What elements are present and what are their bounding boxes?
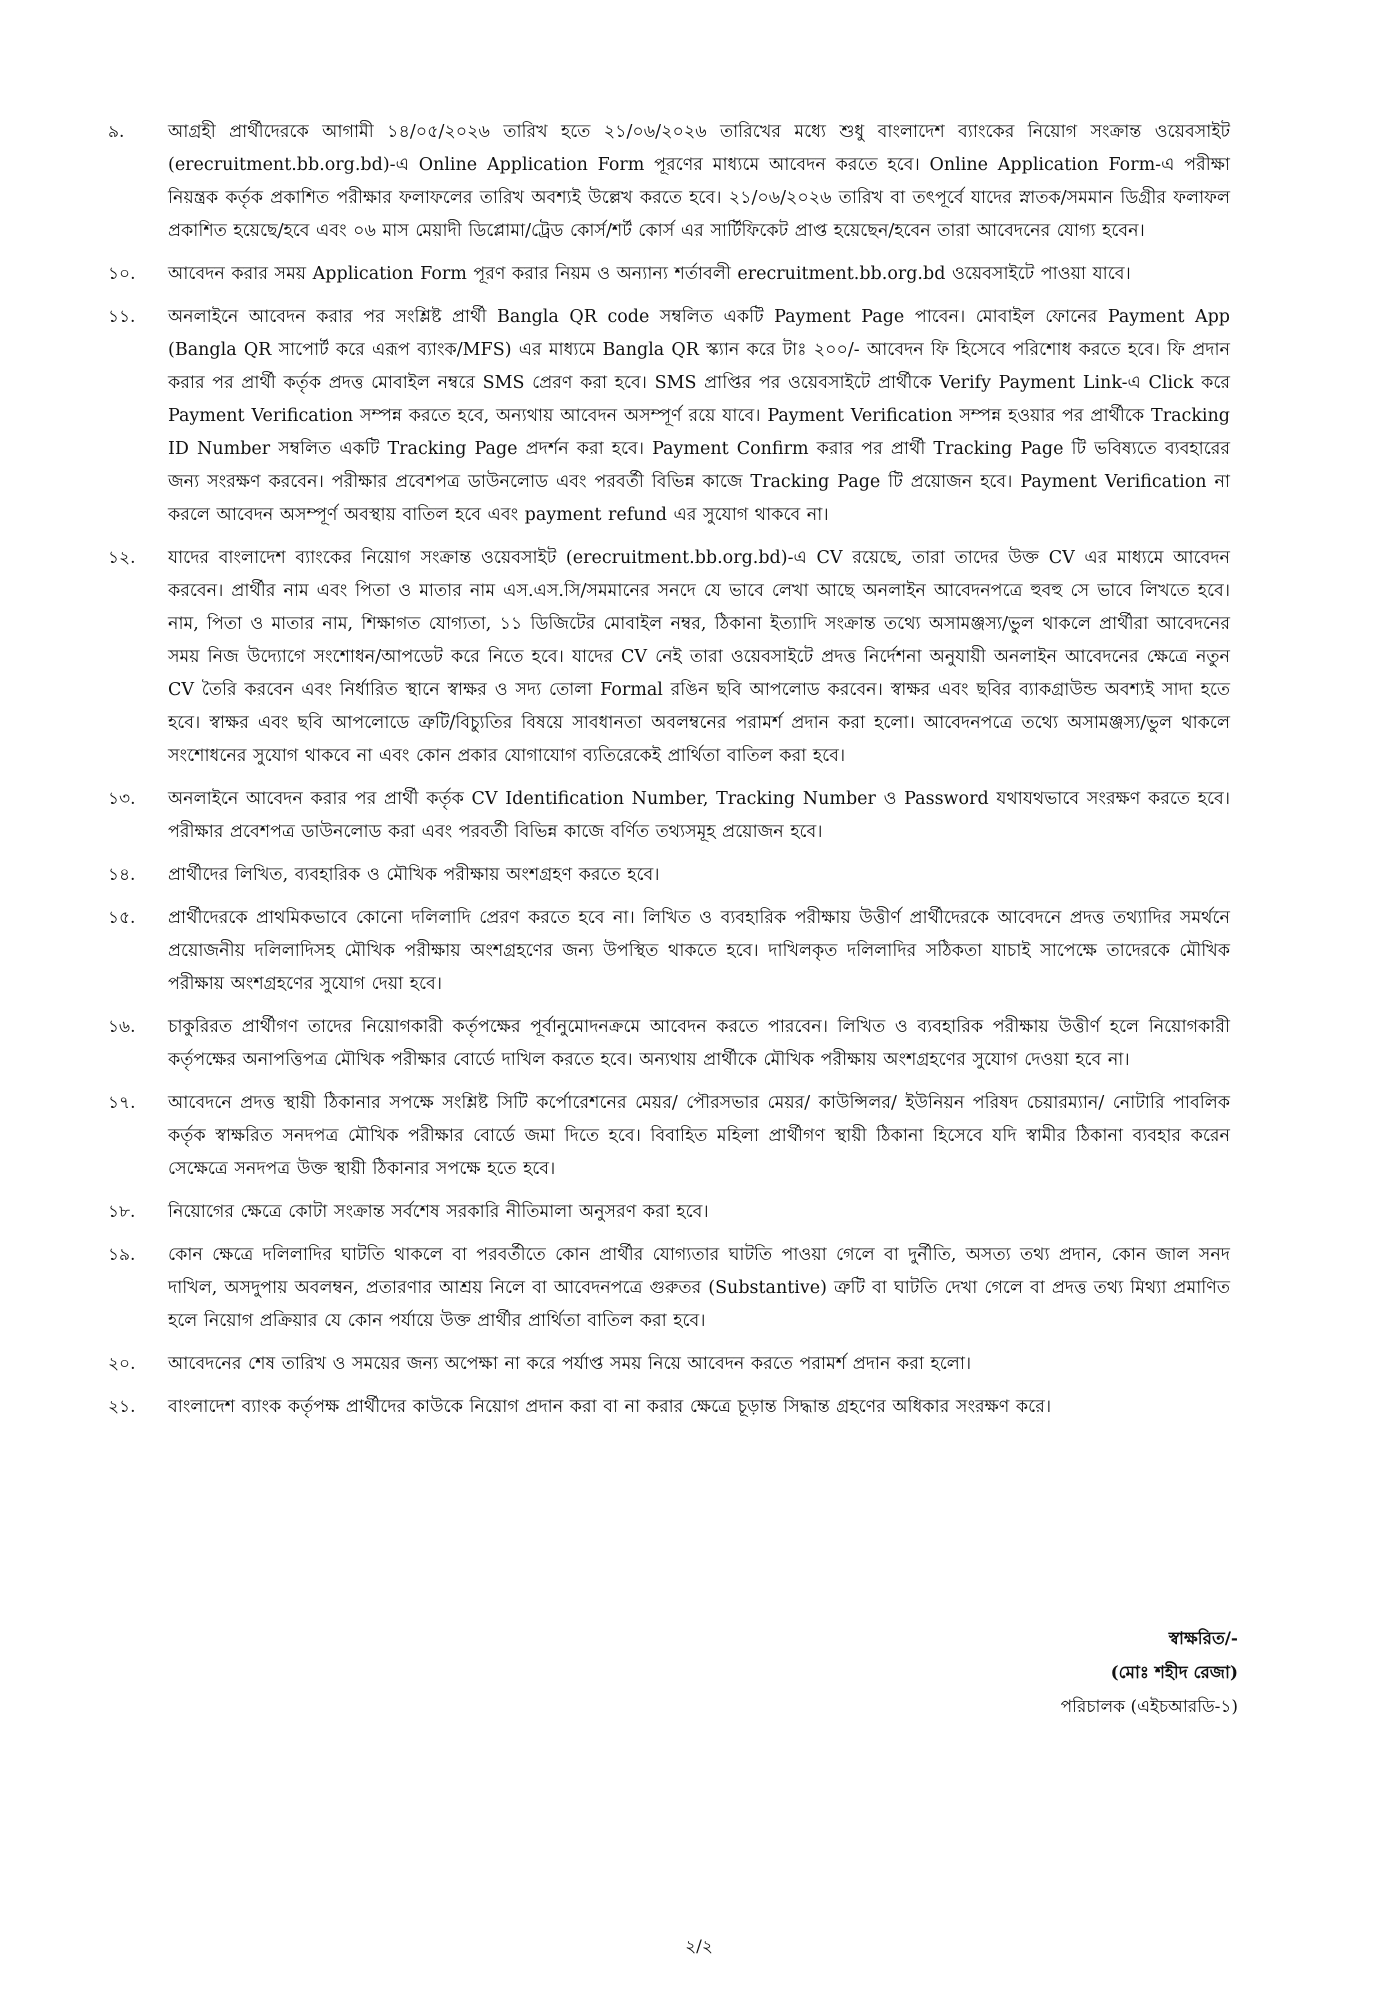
item-number: ১৭. xyxy=(108,1093,136,1113)
page-number: ২/২ xyxy=(685,1937,713,1957)
list-item xyxy=(108,859,1230,892)
item-number: ২১. xyxy=(108,1397,136,1417)
item-number: ১১. xyxy=(108,307,136,327)
item-text: অনলাইনে আবেদন করার পর সংশ্লিষ্ট প্রার্থী Bangla QR code সম্বলিত একটি Payment Page পাবেন। মোবাইল ফোনের Payment App (Bangla QR সাপোর্ট করে এরূপ ব্যাংক/MFS) এর মাধ্যমে Bangla QR স্ক্যান করে টাঃ ২০০/- আবেদন ফি হিসেবে পরিশোধ করতে হবে। ফি প্রদান করার পর প্রার্থী কর্তৃক প্রদত্ত মোবাইল নম্বরে SMS প্রেরণ করা হবে। SMS প্রাপ্তির পর ওয়েবসাইটে প্রার্থীকে Verify Payment Link-এ Click করে Payment Verification সম্পন্ন করতে হবে, অন্যথায় আবেদন অসম্পূর্ণ রয়ে যাবে। Payment Verification সম্পন্ন হওয়ার পর প্রার্থীকে Tracking ID Number সম্বলিত একটি Tracking Page প্রদর্শন করা হবে। Payment Confirm করার পর প্রার্থী Tracking Page টি ভবিষ্যতে ব্যবহারের জন্য সংরক্ষণ করবেন। পরীক্ষার প্রবেশপত্র ডাউনলোড এবং পরবর্তী বিভিন্ন কাজে Tracking Page টি প্রয়োজন হবে। Payment Verification না করলে আবেদন অসম্পূর্ণ অবস্থায় বাতিল হবে এবং payment refund এর সুযোগ থাকবে না। xyxy=(168,307,1230,525)
instruction-list xyxy=(108,116,1230,1434)
signatory-name: (মোঃ শহীদ রেজা) xyxy=(1110,1663,1238,1683)
item-text: বাংলাদেশ ব্যাংক কর্তৃপক্ষ প্রার্থীদের কাউকে নিয়োগ প্রদান করা বা না করার ক্ষেত্রে চূড়ান্ত সিদ্ধান্ত গ্রহণের অধিকার সংরক্ষণ করে। xyxy=(168,1397,1052,1417)
item-number: ১৫. xyxy=(108,908,136,928)
list-item xyxy=(108,301,1230,532)
list-item xyxy=(108,116,1230,248)
list-item xyxy=(108,1011,1230,1077)
item-number: ১২. xyxy=(108,548,136,568)
list-item xyxy=(108,1348,1230,1381)
list-item xyxy=(108,783,1230,849)
signed-label: স্বাক্ষরিত/- xyxy=(1168,1629,1238,1649)
signatory-designation: পরিচালক (এইচআরডি-১) xyxy=(1060,1697,1238,1717)
item-text: প্রার্থীদেরকে প্রাথমিকভাবে কোনো দলিলাদি প্রেরণ করতে হবে না। লিখিত ও ব্যবহারিক পরীক্ষায় উত্তীর্ণ প্রার্থীদেরকে আবেদনে প্রদত্ত তথ্যাদির সমর্থনে প্রয়োজনীয় দলিলাদিসহ মৌখিক পরীক্ষায় অংশগ্রহণের জন্য উপস্থিত থাকতে হবে। দাখিলকৃত দলিলাদির সঠিকতা যাচাই সাপেক্ষে তাদেরকে মৌখিক পরীক্ষায় অংশগ্রহণের সুযোগ দেয়া হবে। xyxy=(168,908,1230,994)
signature-block xyxy=(1061,1622,1238,1724)
list-item xyxy=(108,1196,1230,1229)
item-number: ১৬. xyxy=(108,1017,136,1037)
item-number: ১৮. xyxy=(108,1202,136,1222)
item-number: ১০. xyxy=(108,264,136,284)
item-text: প্রার্থীদের লিখিত, ব্যবহারিক ও মৌখিক পরীক্ষায় অংশগ্রহণ করতে হবে। xyxy=(168,865,660,885)
item-text: চাকুরিরত প্রার্থীগণ তাদের নিয়োগকারী কর্তৃপক্ষের পূর্বানুমোদনক্রমে আবেদন করতে পারবেন। লিখিত ও ব্যবহারিক পরীক্ষায় উত্তীর্ণ হলে নিয়োগকারী কর্তৃপক্ষের অনাপত্তিপত্র মৌখিক পরীক্ষার বোর্ডে দাখিল করতে হবে। অন্যথায় প্রার্থীকে মৌখিক পরীক্ষায় অংশগ্রহণের সুযোগ দেওয়া হবে না। xyxy=(168,1017,1230,1070)
item-text: আগ্রহী প্রার্থীদেরকে আগামী ১৪/০৫/২০২৬ তারিখ হতে ২১/০৬/২০২৬ তারিখের মধ্যে শুধু বাংলাদেশ ব্যাংকের নিয়োগ সংক্রান্ত ওয়েবসাইট (erecruitment.bb.org.bd)-এ Online Application Form পূরণের মাধ্যমে আবেদন করতে হবে। Online Application Form-এ পরীক্ষা নিয়ন্ত্রক কর্তৃক প্রকাশিত পরীক্ষার ফলাফলের তারিখ অবশ্যই উল্লেখ করতে হবে। ২১/০৬/২০২৬ তারিখ বা তৎপূর্বে যাদের স্নাতক/সমমান ডিগ্রীর ফলাফল প্রকাশিত হয়েছে/হবে এবং ০৬ মাস মেয়াদী ডিপ্লোমা/ট্রেড কোর্স/শর্ট কোর্স এর সার্টিফিকেট প্রাপ্ত হয়েছেন/হবেন তারা আবেদনের যোগ্য হবেন। xyxy=(168,122,1230,241)
list-item xyxy=(108,542,1230,773)
item-number: ২০. xyxy=(108,1354,136,1374)
item-text: নিয়োগের ক্ষেত্রে কোটা সংক্রান্ত সর্বশেষ সরকারি নীতিমালা অনুসরণ করা হবে। xyxy=(168,1202,709,1222)
item-text: আবেদনে প্রদত্ত স্থায়ী ঠিকানার সপক্ষে সংশ্লিষ্ট সিটি কর্পোরেশনের মেয়র/ পৌরসভার মেয়র/ কাউন্সিলর/ ইউনিয়ন পরিষদ চেয়ারম্যান/ নোটারি পাবলিক কর্তৃক স্বাক্ষরিত সনদপত্র মৌখিক পরীক্ষার বোর্ডে জমা দিতে হবে। বিবাহিত মহিলা প্রার্থীগণ স্থায়ী ঠিকানা হিসেবে যদি স্বামীর ঠিকানা ব্যবহার করেন সেক্ষেত্রে সনদপত্র উক্ত স্থায়ী ঠিকানার সপক্ষে হতে হবে। xyxy=(168,1093,1230,1179)
item-text: আবেদনের শেষ তারিখ ও সময়ের জন্য অপেক্ষা না করে পর্যাপ্ত সময় নিয়ে আবেদন করতে পরামর্শ প্রদান করা হলো। xyxy=(168,1354,972,1374)
item-text: যাদের বাংলাদেশ ব্যাংকের নিয়োগ সংক্রান্ত ওয়েবসাইট (erecruitment.bb.org.bd)-এ CV রয়েছে, তারা তাদের উক্ত CV এর মাধ্যমে আবেদন করবেন। প্রার্থীর নাম এবং পিতা ও মাতার নাম এস.এস.সি/সমমানের সনদে যে ভাবে লেখা আছে অনলাইন আবেদনপত্রে হুবহু সে ভাবে লিখতে হবে। নাম, পিতা ও মাতার নাম, শিক্ষাগত যোগ্যতা, ১১ ডিজিটের মোবাইল নম্বর, ঠিকানা ইত্যাদি সংক্রান্ত তথ্যে অসামঞ্জস্য/ভুল থাকলে প্রার্থীরা আবেদনের সময় নিজ উদ্যোগে সংশোধন/আপডেট করে নিতে হবে। যাদের CV নেই তারা ওয়েবসাইটে প্রদত্ত নির্দেশনা অনুযায়ী অনলাইন আবেদনের ক্ষেত্রে নতুন CV তৈরি করবেন এবং নির্ধারিত স্থানে স্বাক্ষর ও সদ্য তোলা Formal রঙিন ছবি আপলোড করবেন। স্বাক্ষর এবং ছবির ব্যাকগ্রাউন্ড অবশ্যই সাদা হতে হবে। স্বাক্ষর এবং ছবি আপলোডে ত্রুটি/বিচ্যুতির বিষয়ে সাবধানতা অবলম্বনের পরামর্শ প্রদান করা হলো। আবেদনপত্রে তথ্যে অসামঞ্জস্য/ভুল থাকলে সংশোধনের সুযোগ থাকবে না এবং কোন প্রকার যোগাযোগ ব্যতিরেকেই প্রার্থিতা বাতিল করা হবে। xyxy=(168,548,1230,766)
item-text: আবেদন করার সময় Application Form পূরণ করার নিয়ম ও অন্যান্য শর্তাবলী erecruitment.bb.org.bd ওয়েবসাইটে পাওয়া যাবে। xyxy=(168,264,1131,284)
list-item xyxy=(108,902,1230,1001)
item-text: কোন ক্ষেত্রে দলিলাদির ঘাটতি থাকলে বা পরবর্তীতে কোন প্রার্থীর যোগ্যতার ঘাটতি পাওয়া গেলে বা দুর্নীতি, অসত্য তথ্য প্রদান, কোন জাল সনদ দাখিল, অসদুপায় অবলম্বন, প্রতারণার আশ্রয় নিলে বা আবেদনপত্রে গুরুতর (Substantive) ত্রুটি বা ঘাটতি দেখা গেলে বা প্রদত্ত তথ্য মিথ্যা প্রমাণিত হলে নিয়োগ প্রক্রিয়ার যে কোন পর্যায়ে উক্ত প্রার্থীর প্রার্থিতা বাতিল করা হবে। xyxy=(168,1245,1230,1331)
list-item xyxy=(108,1239,1230,1338)
item-text: অনলাইনে আবেদন করার পর প্রার্থী কর্তৃক CV Identification Number, Tracking Number ও Password যথাযথভাবে সংরক্ষণ করতে হবে। পরীক্ষার প্রবেশপত্র ডাউনলোড করা এবং পরবর্তী বিভিন্ন কাজে বর্ণিত তথ্যসমূহ প্রয়োজন হবে। xyxy=(168,789,1230,842)
list-item xyxy=(108,1391,1230,1424)
list-item xyxy=(108,258,1230,291)
item-number: ১৯. xyxy=(108,1245,136,1265)
list-item xyxy=(108,1087,1230,1186)
item-number: ৯. xyxy=(108,122,125,142)
item-number: ১৩. xyxy=(108,789,136,809)
item-number: ১৪. xyxy=(108,865,136,885)
